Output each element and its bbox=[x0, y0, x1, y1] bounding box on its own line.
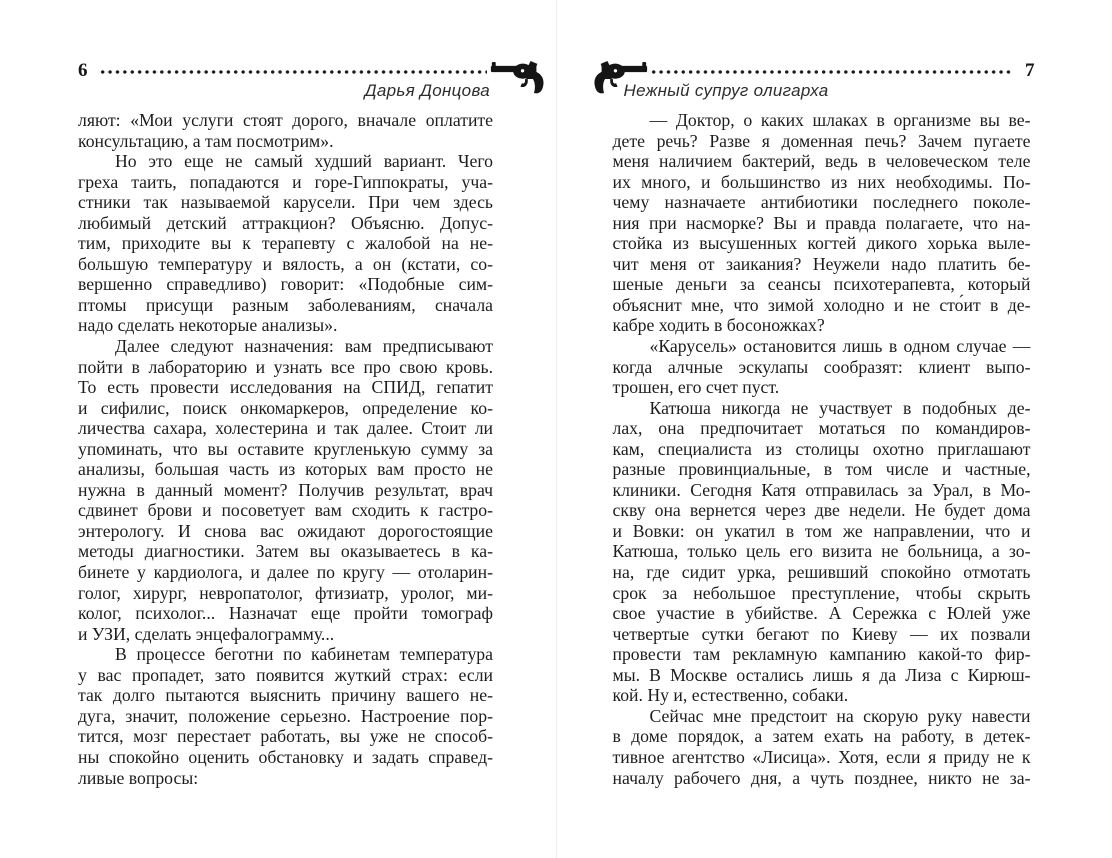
text-line: тим, приходите вы к терапевту с жалобой на не- bbox=[78, 233, 493, 254]
revolver-icon bbox=[487, 57, 549, 97]
text-line: сдвинет брови и посоветует вам сходить к гастро- bbox=[78, 500, 493, 521]
paragraph bbox=[78, 151, 493, 336]
text-line: упоминать, что вы оставите кругленькую сумму за bbox=[78, 438, 493, 459]
text-line: кабре ходить в босоножках? bbox=[612, 315, 825, 336]
paragraph bbox=[613, 706, 1031, 788]
text-line: То есть провести исследования на СПИД, гепатит bbox=[78, 377, 493, 398]
text-line: анализы, большая часть из которых вам просто не bbox=[78, 459, 493, 480]
text-line: так долго пытаются выяснить причину вашего не- bbox=[78, 685, 493, 706]
text-line: любимый детский аттракцион? Объясню. Допус- bbox=[78, 212, 493, 233]
text-line: Сейчас мне предстоит на скорую руку навести bbox=[649, 705, 1031, 726]
text-line: дуга, значит, положение серьезно. Настроение пор- bbox=[78, 705, 493, 726]
dotted-rule bbox=[99, 70, 487, 74]
page-number: 6 bbox=[78, 60, 88, 81]
page-right bbox=[557, 0, 1112, 858]
text-line: шеные деньги за сеансы психотерапевта, который bbox=[612, 274, 1031, 295]
page-body bbox=[78, 110, 493, 788]
text-line: и сифилис, поиск онкомаркеров, определение ко- bbox=[78, 397, 493, 418]
text-line: тится, мозг перестает работать, вы уже не способ- bbox=[78, 726, 493, 747]
text-line: когда алчные эскулапы сообразят: клиент выпо- bbox=[612, 356, 1031, 377]
running-head-author: Дарья Донцова bbox=[364, 81, 490, 100]
text-line: началу рабочего дня, а чуть позднее, никто не за- bbox=[612, 767, 1031, 788]
text-line: и Вовки: он укатил в том же направлении, что и bbox=[612, 520, 1031, 541]
text-line: Катюша никогда не участвует в подобных де- bbox=[649, 397, 1031, 418]
left-page-header bbox=[78, 62, 545, 104]
text-line: меня наличием бактерий, ведь в человеческом теле bbox=[612, 151, 1031, 172]
paragraph bbox=[78, 644, 493, 788]
text-line: клиники. Сегодня Катя отправилась за Урал, в Мо- bbox=[612, 479, 1031, 500]
dotted-rule bbox=[650, 70, 1011, 74]
text-line: «Карусель» остановится лишь в одном случае — bbox=[649, 336, 1031, 357]
text-line: трошен, его счет пуст. bbox=[612, 377, 780, 398]
paragraph bbox=[613, 336, 1031, 398]
text-line: пойти в лабораторию и узнать все про свою кровь. bbox=[78, 356, 493, 377]
text-line: — Доктор, о каких шлаках в организме вы ве- bbox=[649, 110, 1031, 130]
text-line: энтерологу. И снова вас ожидают дорогостоящие bbox=[78, 520, 493, 541]
text-line: голог, хирург, невропатолог, фтизиатр, уролог, ми- bbox=[78, 582, 493, 603]
text-line: методы диагностики. Затем вы оказываетесь в ка- bbox=[78, 541, 493, 562]
text-line: разные провинциальные, в том числе и частные, bbox=[612, 459, 1031, 480]
text-line: Катюша, только цель его визита не больница, а зо- bbox=[612, 541, 1031, 562]
text-line: В процессе беготни по кабинетам температура bbox=[115, 644, 493, 665]
text-line: ния при насморке? Вы и правда полагаете, что на- bbox=[612, 212, 1031, 233]
page-body bbox=[613, 110, 1031, 788]
text-line: Но это еще не самый худший вариант. Чего bbox=[115, 151, 493, 172]
paragraph bbox=[78, 110, 493, 151]
text-line: вершенно справедливо) говорит: «Подобные сим- bbox=[78, 274, 493, 295]
text-line: в доме порядок, а затем ехать на работу, в детек- bbox=[612, 726, 1031, 747]
text-line: срок за небольшое преступление, чтобы скрыть bbox=[612, 582, 1031, 603]
text-line: чему назначаете антибиотики последнего поколе- bbox=[612, 192, 1031, 213]
text-line: дете речь? Разве я доменная печь? Зачем пугаете bbox=[612, 130, 1031, 151]
text-line: надо сделать некоторые анализы». bbox=[78, 315, 338, 336]
text-line: и УЗИ, сделать энцефалограмму... bbox=[78, 623, 335, 644]
paragraph bbox=[613, 110, 1031, 336]
text-line: большую температуру и вялость, а он (кстати, со- bbox=[78, 253, 493, 274]
text-line: тивное агентство «Лисица». Хотя, если я приду не к bbox=[612, 746, 1031, 767]
text-line: колог, психолог... Назначат еще пройти томограф bbox=[78, 603, 493, 624]
text-line: объяснит мне, что зимой холодно и не сто́ит в де- bbox=[612, 294, 1031, 315]
text-line: консультацию, а там посмотрим». bbox=[78, 130, 334, 151]
text-line: стники так называемой карусели. При чем здесь bbox=[78, 192, 493, 213]
text-line: лах, она предпочитает мотаться по командиров- bbox=[612, 418, 1031, 439]
text-line: птомы присущи разным заболеваниям, сначала bbox=[78, 294, 493, 315]
text-line: кой. Ну и, естественно, собаки. bbox=[612, 685, 849, 706]
text-line: чит меня от заикания? Неужели надо платить бе- bbox=[612, 253, 1031, 274]
text-line: мы. В Москве остались лишь я да Лиза с Кирюш- bbox=[612, 664, 1031, 685]
text-line: свое участие в убийстве. А Сережка с Юлей уже bbox=[612, 603, 1031, 624]
text-line: нужна в данный момент? Получив результат, врач bbox=[78, 479, 493, 500]
text-line: ны спокойно оценить обстановку и задать справед- bbox=[78, 746, 493, 767]
text-line: у вас пропадет, зато появится жуткий страх: если bbox=[78, 664, 493, 685]
paragraph bbox=[613, 398, 1031, 706]
text-line: греха таить, попадаются и горе-Гиппократы, уча- bbox=[78, 171, 493, 192]
text-line: скву она вернется через две недели. Не будет дома bbox=[612, 500, 1031, 521]
text-line: стойка из высушенных когтей дикого хорька выле- bbox=[612, 233, 1031, 254]
text-line: провести там рекламную кампанию какой-то фир- bbox=[612, 644, 1031, 665]
text-line: кам, специалиста из столицы охотно приглашают bbox=[612, 438, 1031, 459]
running-head-title: Нежный супруг олигарха bbox=[623, 81, 829, 100]
text-line: ляют: «Мои услуги стоят дорого, вначале оплатите bbox=[78, 110, 493, 130]
text-line: личества сахара, холестерина и так далее. Стоит ли bbox=[78, 418, 493, 439]
right-page-header bbox=[592, 62, 1035, 104]
text-line: Далее следуют назначения: вам предписывают bbox=[115, 336, 493, 357]
text-line: четвертые сутки бегают по Киеву — их позвали bbox=[612, 623, 1031, 644]
page-number: 7 bbox=[1025, 60, 1035, 81]
text-line: ливые вопросы: bbox=[78, 767, 199, 788]
text-line: бинете у кардиолога, и далее по кругу — отоларин- bbox=[78, 562, 493, 583]
text-line: их много, и большинство из них необходимы. По- bbox=[612, 171, 1031, 192]
paragraph bbox=[78, 336, 493, 644]
text-line: на, где сидит урка, решивший спокойно отмотать bbox=[612, 562, 1031, 583]
